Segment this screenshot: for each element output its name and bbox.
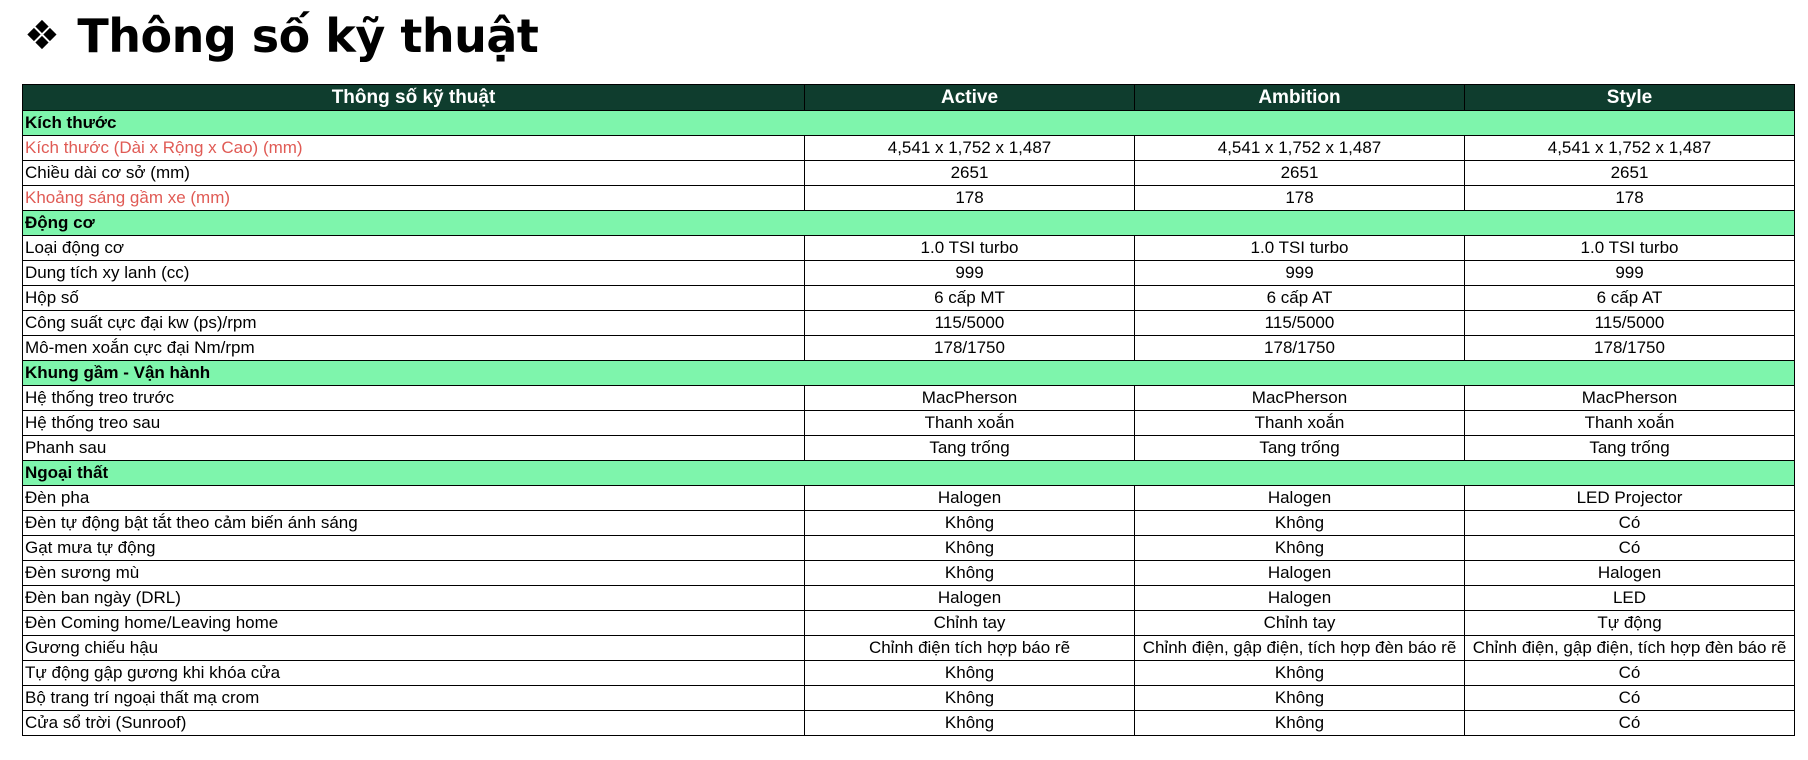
value-style: Có: [1465, 511, 1795, 536]
table-row: [23, 536, 1795, 561]
section-row: [23, 211, 1795, 236]
value-active: 178/1750: [805, 336, 1135, 361]
section-row: [23, 361, 1795, 386]
section-row: [23, 461, 1795, 486]
table-row: [23, 511, 1795, 536]
value-ambition: Halogen: [1135, 486, 1465, 511]
value-style: 999: [1465, 261, 1795, 286]
table-row: [23, 636, 1795, 661]
page-title: Thông số kỹ thuật: [77, 9, 539, 63]
value-style: Halogen: [1465, 561, 1795, 586]
table-row: [23, 586, 1795, 611]
spec-label: Khoảng sáng gầm xe (mm): [23, 186, 805, 211]
spec-label: Kích thước (Dài x Rộng x Cao) (mm): [23, 136, 805, 161]
value-ambition: MacPherson: [1135, 386, 1465, 411]
spec-label: Dung tích xy lanh (cc): [23, 261, 805, 286]
table-row: [23, 561, 1795, 586]
value-style: 115/5000: [1465, 311, 1795, 336]
page-heading: [24, 6, 538, 66]
value-active: Chỉnh tay: [805, 611, 1135, 636]
section-title: Động cơ: [23, 211, 1795, 236]
table-row: [23, 386, 1795, 411]
value-ambition: Không: [1135, 661, 1465, 686]
value-active: 1.0 TSI turbo: [805, 236, 1135, 261]
spec-label: Chiều dài cơ sở (mm): [23, 161, 805, 186]
value-ambition: Tang trống: [1135, 436, 1465, 461]
diamond-bullet-icon: ❖: [24, 13, 60, 59]
value-ambition: Halogen: [1135, 586, 1465, 611]
section-title: Ngoại thất: [23, 461, 1795, 486]
value-style: 178: [1465, 186, 1795, 211]
spec-label: Bộ trang trí ngoại thất mạ crom: [23, 686, 805, 711]
spec-label: Đèn pha: [23, 486, 805, 511]
value-active: Chỉnh điện tích hợp báo rẽ: [805, 636, 1135, 661]
spec-label: Gạt mưa tự động: [23, 536, 805, 561]
value-style: 4,541 x 1,752 x 1,487: [1465, 136, 1795, 161]
value-ambition: Không: [1135, 536, 1465, 561]
value-active: 6 cấp MT: [805, 286, 1135, 311]
value-style: 1.0 TSI turbo: [1465, 236, 1795, 261]
table-row: [23, 286, 1795, 311]
value-active: Halogen: [805, 586, 1135, 611]
table-body: [23, 111, 1795, 736]
value-active: Không: [805, 561, 1135, 586]
value-style: Có: [1465, 661, 1795, 686]
header-spec: Thông số kỹ thuật: [23, 85, 805, 111]
table-row: [23, 486, 1795, 511]
spec-label: Hệ thống treo sau: [23, 411, 805, 436]
header-active: Active: [805, 85, 1135, 111]
value-style: Chỉnh điện, gập điện, tích hợp đèn báo rẽ: [1465, 636, 1795, 661]
table-row: [23, 436, 1795, 461]
value-style: Thanh xoắn: [1465, 411, 1795, 436]
value-active: 115/5000: [805, 311, 1135, 336]
spec-label: Đèn tự động bật tắt theo cảm biến ánh sáng: [23, 511, 805, 536]
value-active: Halogen: [805, 486, 1135, 511]
spec-label: Cửa sổ trời (Sunroof): [23, 711, 805, 736]
value-ambition: Chỉnh điện, gập điện, tích hợp đèn báo rẽ: [1135, 636, 1465, 661]
table-row: [23, 161, 1795, 186]
value-style: 178/1750: [1465, 336, 1795, 361]
value-active: MacPherson: [805, 386, 1135, 411]
value-style: LED Projector: [1465, 486, 1795, 511]
value-active: Không: [805, 711, 1135, 736]
header-style: Style: [1465, 85, 1795, 111]
spec-label: Hộp số: [23, 286, 805, 311]
value-ambition: 178/1750: [1135, 336, 1465, 361]
value-style: 2651: [1465, 161, 1795, 186]
value-style: Tang trống: [1465, 436, 1795, 461]
table-row: [23, 661, 1795, 686]
value-active: 4,541 x 1,752 x 1,487: [805, 136, 1135, 161]
spec-label: Đèn Coming home/Leaving home: [23, 611, 805, 636]
value-active: Không: [805, 661, 1135, 686]
specs-table: [22, 84, 1795, 736]
section-title: Kích thước: [23, 111, 1795, 136]
spec-label: Loại động cơ: [23, 236, 805, 261]
value-style: Tự động: [1465, 611, 1795, 636]
value-ambition: 2651: [1135, 161, 1465, 186]
spec-label: Tự động gập gương khi khóa cửa: [23, 661, 805, 686]
value-ambition: 178: [1135, 186, 1465, 211]
spec-label: Mô-men xoắn cực đại Nm/rpm: [23, 336, 805, 361]
value-ambition: 4,541 x 1,752 x 1,487: [1135, 136, 1465, 161]
spec-label: Hệ thống treo trước: [23, 386, 805, 411]
value-active: Không: [805, 686, 1135, 711]
value-ambition: Thanh xoắn: [1135, 411, 1465, 436]
spec-label: Đèn ban ngày (DRL): [23, 586, 805, 611]
value-ambition: 1.0 TSI turbo: [1135, 236, 1465, 261]
value-ambition: Chỉnh tay: [1135, 611, 1465, 636]
value-ambition: Không: [1135, 686, 1465, 711]
value-active: Tang trống: [805, 436, 1135, 461]
value-style: Có: [1465, 686, 1795, 711]
table-row: [23, 336, 1795, 361]
value-ambition: Không: [1135, 511, 1465, 536]
value-style: Có: [1465, 711, 1795, 736]
table-row: [23, 411, 1795, 436]
spec-label: Gương chiếu hậu: [23, 636, 805, 661]
table-row: [23, 136, 1795, 161]
table-row: [23, 186, 1795, 211]
table-row: [23, 236, 1795, 261]
spec-label: Phanh sau: [23, 436, 805, 461]
value-ambition: Không: [1135, 711, 1465, 736]
value-style: 6 cấp AT: [1465, 286, 1795, 311]
value-ambition: 999: [1135, 261, 1465, 286]
section-row: [23, 111, 1795, 136]
table-row: [23, 261, 1795, 286]
value-active: 2651: [805, 161, 1135, 186]
header-ambition: Ambition: [1135, 85, 1465, 111]
value-ambition: 6 cấp AT: [1135, 286, 1465, 311]
table-row: [23, 686, 1795, 711]
value-active: Không: [805, 536, 1135, 561]
value-active: 178: [805, 186, 1135, 211]
value-ambition: 115/5000: [1135, 311, 1465, 336]
value-active: 999: [805, 261, 1135, 286]
table-row: [23, 611, 1795, 636]
spec-label: Đèn sương mù: [23, 561, 805, 586]
table-row: [23, 711, 1795, 736]
value-ambition: Halogen: [1135, 561, 1465, 586]
table-header-row: [23, 85, 1795, 111]
value-style: MacPherson: [1465, 386, 1795, 411]
value-style: Có: [1465, 536, 1795, 561]
value-active: Thanh xoắn: [805, 411, 1135, 436]
value-style: LED: [1465, 586, 1795, 611]
table-row: [23, 311, 1795, 336]
spec-label: Công suất cực đại kw (ps)/rpm: [23, 311, 805, 336]
value-active: Không: [805, 511, 1135, 536]
section-title: Khung gầm - Vận hành: [23, 361, 1795, 386]
